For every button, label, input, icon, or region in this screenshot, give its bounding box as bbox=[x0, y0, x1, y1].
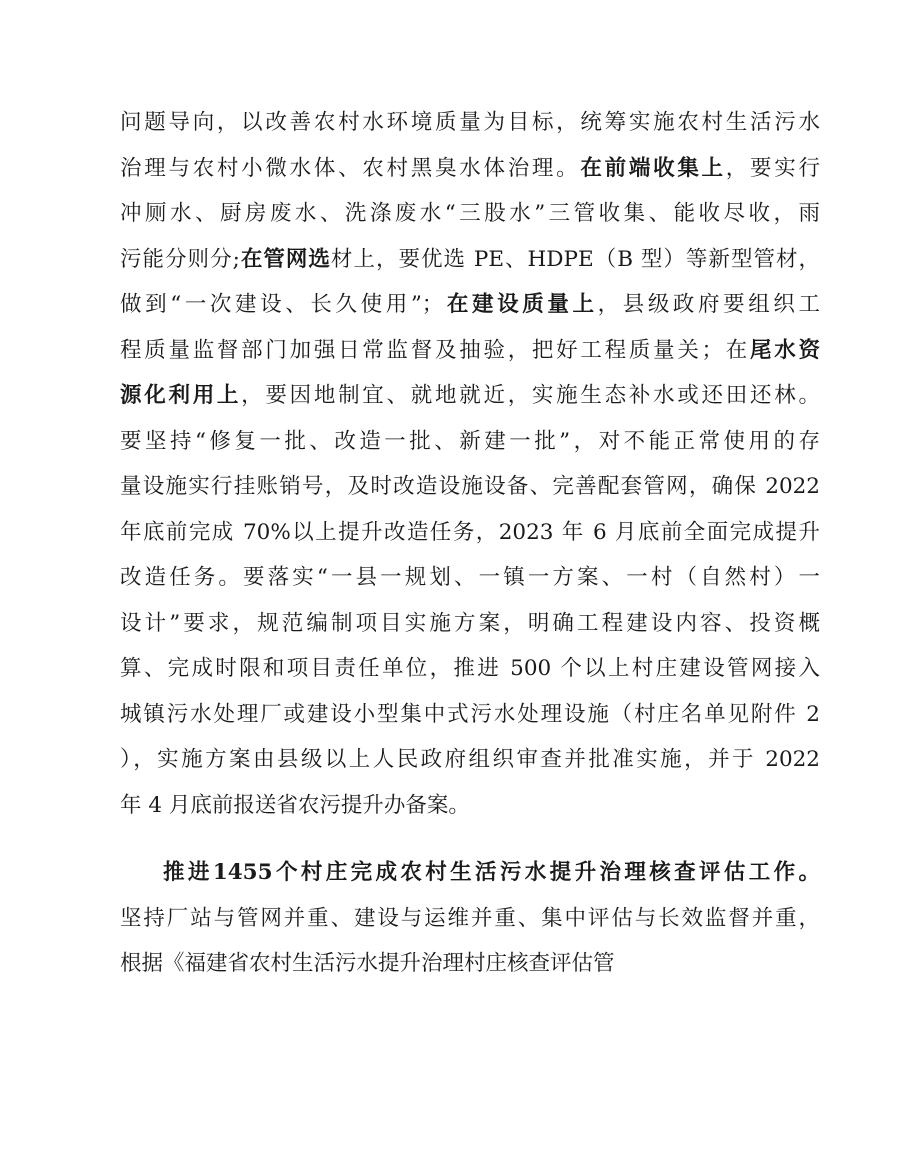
bold-run: 在前端收集上 bbox=[580, 155, 726, 181]
bold-run: 源化利用上 bbox=[120, 383, 242, 408]
text-line bbox=[120, 373, 820, 419]
bold-run: 在建设质量上 bbox=[443, 292, 598, 317]
text-line: 量设施实行挂账销号，及时改造设施设备、完善配套管网，确保 2022 bbox=[120, 474, 820, 499]
text-line: 年 4 月底前报送省农污提升办备案。 bbox=[120, 792, 470, 818]
paragraph-heading: 推进1455个村庄完成农村生活污水提升治理核查评估工作。 bbox=[163, 860, 820, 885]
text-line: 年底前完成 70%以上提升改造任务，2023 年 6 月底前全面完成提升 bbox=[120, 519, 820, 545]
text-run: ，县级政府要组织工 bbox=[597, 292, 820, 317]
text-line: 城镇污水处理厂或建设小型集中式污水处理设施（村庄名单见附件 2 bbox=[120, 701, 820, 727]
text-run: ，要因地制宜、就地就近，实施生态补水或还田还林。 bbox=[241, 383, 820, 408]
text-line: ），实施方案由县级以上人民政府组织审查并批准实施，并于 2022 bbox=[120, 747, 820, 772]
text-line: 冲厕水、厨房废水、洗涤废水“三股水”三管收集、能收尽收，雨 bbox=[120, 201, 820, 226]
text-line bbox=[120, 282, 820, 328]
text-line: 设计”要求，规范编制项目实施方案，明确工程建设内容、投资概 bbox=[120, 610, 820, 636]
text-line: 要坚持“修复一批、改造一批、新建一批”，对不能正常使用的存 bbox=[120, 428, 820, 454]
text-run: 治理与农村小微水体、农村黑臭水体治理。 bbox=[120, 155, 581, 181]
text-run: ，要实行 bbox=[725, 155, 820, 181]
text-line: 问题导向，以改善农村水环境质量为目标，统筹实施农村生活污水 bbox=[120, 110, 820, 135]
body-text bbox=[120, 100, 820, 987]
text-line bbox=[120, 237, 820, 283]
text-line bbox=[120, 328, 820, 374]
bold-run: 在管网选 bbox=[239, 246, 331, 272]
text-run: 污能分则分; bbox=[120, 246, 240, 272]
text-run: 程质量监督部门加强日常监督及抽验，把好工程质量关；在 bbox=[120, 337, 751, 363]
text-run: 做到“一次建设、长久使用”； bbox=[120, 292, 444, 317]
text-line: 改造任务。要落实“一县一规划、一镇一方案、一村（自然村）一 bbox=[120, 565, 820, 590]
text-run: 材上，要优选 PE、HDPE（B 型）等新型管材， bbox=[330, 246, 820, 272]
paragraph-1 bbox=[120, 100, 820, 828]
paragraph-2 bbox=[120, 850, 820, 987]
text-line: 根据《福建省农村生活污水提升治理村庄核查评估管 bbox=[120, 951, 615, 976]
paragraph-gap bbox=[120, 828, 820, 850]
text-line bbox=[120, 146, 820, 192]
text-line: 坚持厂站与管网并重、建设与运维并重、集中评估与长效监督并重， bbox=[120, 905, 820, 931]
bold-run: 尾水资 bbox=[750, 337, 820, 363]
text-line: 算、完成时限和项目责任单位，推进 500 个以上村庄建设管网接入 bbox=[120, 656, 820, 681]
